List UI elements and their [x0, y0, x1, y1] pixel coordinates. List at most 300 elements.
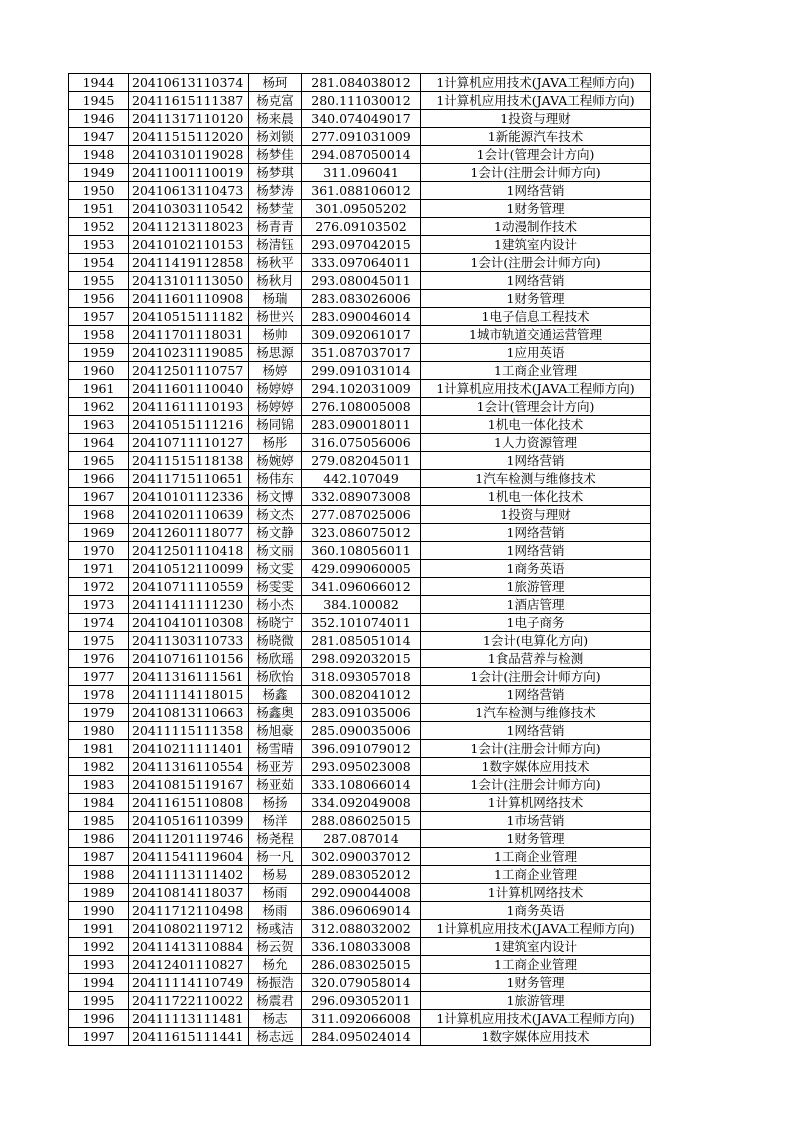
table-row [69, 1028, 651, 1046]
row-number-cell: 1995 [69, 992, 129, 1010]
score-cell: 293.095023008 [302, 758, 421, 776]
score-cell: 361.088106012 [302, 182, 421, 200]
score-cell: 302.090037012 [302, 848, 421, 866]
student-id-cell: 20411114110749 [129, 974, 249, 992]
student-id-cell: 20410802119712 [129, 920, 249, 938]
student-name-cell: 杨文博 [249, 488, 302, 506]
table-row [69, 794, 651, 812]
major-cell: 1会计(注册会计师方向) [421, 740, 651, 758]
row-number-cell: 1962 [69, 398, 129, 416]
major-cell: 1计算机网络技术 [421, 794, 651, 812]
student-name-cell: 杨秋平 [249, 254, 302, 272]
score-cell: 283.090046014 [302, 308, 421, 326]
table-row [69, 668, 651, 686]
student-id-cell: 20410613110374 [129, 74, 249, 92]
row-number-cell: 1974 [69, 614, 129, 632]
row-number-cell: 1965 [69, 452, 129, 470]
row-number-cell: 1955 [69, 272, 129, 290]
score-cell: 323.086075012 [302, 524, 421, 542]
results-table [68, 73, 651, 1046]
table-row [69, 614, 651, 632]
row-number-cell: 1972 [69, 578, 129, 596]
major-cell: 1食品营养与检测 [421, 650, 651, 668]
table-body [69, 74, 651, 1046]
table-row [69, 704, 651, 722]
student-id-cell: 20410815119167 [129, 776, 249, 794]
major-cell: 1机电一体化技术 [421, 416, 651, 434]
student-id-cell: 20411413110884 [129, 938, 249, 956]
student-id-cell: 20410613110473 [129, 182, 249, 200]
student-name-cell: 杨婷婷 [249, 398, 302, 416]
row-number-cell: 1976 [69, 650, 129, 668]
row-number-cell: 1959 [69, 344, 129, 362]
score-cell: 316.075056006 [302, 434, 421, 452]
row-number-cell: 1997 [69, 1028, 129, 1046]
student-id-cell: 20410515111182 [129, 308, 249, 326]
student-id-cell: 20411001110019 [129, 164, 249, 182]
score-cell: 340.074049017 [302, 110, 421, 128]
student-name-cell: 杨云贺 [249, 938, 302, 956]
table-row [69, 776, 651, 794]
row-number-cell: 1949 [69, 164, 129, 182]
score-cell: 299.091031014 [302, 362, 421, 380]
student-name-cell: 杨文杰 [249, 506, 302, 524]
student-name-cell: 杨鑫奥 [249, 704, 302, 722]
table-row [69, 758, 651, 776]
table-row [69, 128, 651, 146]
major-cell: 1机电一体化技术 [421, 488, 651, 506]
student-id-cell: 20411316111561 [129, 668, 249, 686]
row-number-cell: 1963 [69, 416, 129, 434]
major-cell: 1网络营销 [421, 686, 651, 704]
major-cell: 1会计(注册会计师方向) [421, 776, 651, 794]
row-number-cell: 1960 [69, 362, 129, 380]
table-row [69, 992, 651, 1010]
score-cell: 277.091031009 [302, 128, 421, 146]
table-row [69, 254, 651, 272]
score-cell: 283.090018011 [302, 416, 421, 434]
table-row [69, 434, 651, 452]
major-cell: 1财务管理 [421, 290, 651, 308]
row-number-cell: 1986 [69, 830, 129, 848]
student-id-cell: 20410303110542 [129, 200, 249, 218]
student-name-cell: 杨秋月 [249, 272, 302, 290]
student-id-cell: 20411715110651 [129, 470, 249, 488]
table-row [69, 74, 651, 92]
student-id-cell: 20410711110559 [129, 578, 249, 596]
major-cell: 1数字媒体应用技术 [421, 1028, 651, 1046]
student-id-cell: 20411515112020 [129, 128, 249, 146]
row-number-cell: 1967 [69, 488, 129, 506]
score-cell: 283.083026006 [302, 290, 421, 308]
score-cell: 293.097042015 [302, 236, 421, 254]
student-name-cell: 杨文雯 [249, 560, 302, 578]
table-row [69, 326, 651, 344]
score-cell: 396.091079012 [302, 740, 421, 758]
row-number-cell: 1973 [69, 596, 129, 614]
major-cell: 1网络营销 [421, 272, 651, 290]
row-number-cell: 1994 [69, 974, 129, 992]
row-number-cell: 1979 [69, 704, 129, 722]
student-id-cell: 20411201119746 [129, 830, 249, 848]
row-number-cell: 1952 [69, 218, 129, 236]
student-name-cell: 杨亚芳 [249, 758, 302, 776]
student-id-cell: 20410211111401 [129, 740, 249, 758]
score-cell: 360.108056011 [302, 542, 421, 560]
score-cell: 311.096041 [302, 164, 421, 182]
table-row [69, 974, 651, 992]
score-cell: 293.080045011 [302, 272, 421, 290]
student-id-cell: 20410711110127 [129, 434, 249, 452]
major-cell: 1汽车检测与维修技术 [421, 470, 651, 488]
student-id-cell: 20410102110153 [129, 236, 249, 254]
table-row [69, 308, 651, 326]
student-id-cell: 20411317110120 [129, 110, 249, 128]
student-id-cell: 20412401110827 [129, 956, 249, 974]
row-number-cell: 1957 [69, 308, 129, 326]
major-cell: 1会计(注册会计师方向) [421, 164, 651, 182]
score-cell: 284.095024014 [302, 1028, 421, 1046]
row-number-cell: 1946 [69, 110, 129, 128]
student-id-cell: 20411213118023 [129, 218, 249, 236]
table-row [69, 164, 651, 182]
student-id-cell: 20411701118031 [129, 326, 249, 344]
student-name-cell: 杨婷 [249, 362, 302, 380]
student-id-cell: 20410716110156 [129, 650, 249, 668]
student-name-cell: 杨晓微 [249, 632, 302, 650]
score-cell: 334.092049008 [302, 794, 421, 812]
major-cell: 1旅游管理 [421, 578, 651, 596]
score-cell: 318.093057018 [302, 668, 421, 686]
row-number-cell: 1992 [69, 938, 129, 956]
major-cell: 1应用英语 [421, 344, 651, 362]
student-id-cell: 20410310119028 [129, 146, 249, 164]
student-name-cell: 杨文静 [249, 524, 302, 542]
row-number-cell: 1968 [69, 506, 129, 524]
student-name-cell: 杨尧程 [249, 830, 302, 848]
major-cell: 1动漫制作技术 [421, 218, 651, 236]
score-cell: 292.090044008 [302, 884, 421, 902]
major-cell: 1商务英语 [421, 560, 651, 578]
student-name-cell: 杨彧洁 [249, 920, 302, 938]
table-row [69, 146, 651, 164]
row-number-cell: 1950 [69, 182, 129, 200]
table-row [69, 830, 651, 848]
major-cell: 1投资与理财 [421, 110, 651, 128]
student-id-cell: 20411611110193 [129, 398, 249, 416]
student-id-cell: 20411419112858 [129, 254, 249, 272]
row-number-cell: 1981 [69, 740, 129, 758]
student-name-cell: 杨世兴 [249, 308, 302, 326]
score-cell: 289.083052012 [302, 866, 421, 884]
student-name-cell: 杨志 [249, 1010, 302, 1028]
major-cell: 1计算机网络技术 [421, 884, 651, 902]
row-number-cell: 1983 [69, 776, 129, 794]
table-row [69, 650, 651, 668]
major-cell: 1数字媒体应用技术 [421, 758, 651, 776]
table-row [69, 488, 651, 506]
table-row [69, 452, 651, 470]
row-number-cell: 1989 [69, 884, 129, 902]
table-row [69, 92, 651, 110]
table-row [69, 182, 651, 200]
table-row [69, 740, 651, 758]
row-number-cell: 1945 [69, 92, 129, 110]
student-name-cell: 杨珂 [249, 74, 302, 92]
table-row [69, 560, 651, 578]
score-cell: 288.086025015 [302, 812, 421, 830]
score-cell: 280.111030012 [302, 92, 421, 110]
major-cell: 1酒店管理 [421, 596, 651, 614]
student-id-cell: 20411615110808 [129, 794, 249, 812]
student-name-cell: 杨小杰 [249, 596, 302, 614]
student-id-cell: 20410814118037 [129, 884, 249, 902]
score-cell: 333.108066014 [302, 776, 421, 794]
student-id-cell: 20412501110418 [129, 542, 249, 560]
student-id-cell: 20412501110757 [129, 362, 249, 380]
student-name-cell: 杨清钰 [249, 236, 302, 254]
student-id-cell: 20411115111358 [129, 722, 249, 740]
student-id-cell: 20411515118138 [129, 452, 249, 470]
score-cell: 281.084038012 [302, 74, 421, 92]
row-number-cell: 1956 [69, 290, 129, 308]
major-cell: 1会计(注册会计师方向) [421, 254, 651, 272]
major-cell: 1计算机应用技术(JAVA工程师方向) [421, 380, 651, 398]
score-cell: 351.087037017 [302, 344, 421, 362]
score-cell: 311.092066008 [302, 1010, 421, 1028]
table-row [69, 416, 651, 434]
student-name-cell: 杨来晨 [249, 110, 302, 128]
student-name-cell: 杨易 [249, 866, 302, 884]
major-cell: 1新能源汽车技术 [421, 128, 651, 146]
major-cell: 1工商企业管理 [421, 362, 651, 380]
row-number-cell: 1988 [69, 866, 129, 884]
major-cell: 1财务管理 [421, 830, 651, 848]
student-name-cell: 杨雨 [249, 884, 302, 902]
score-cell: 300.082041012 [302, 686, 421, 704]
major-cell: 1会计(注册会计师方向) [421, 668, 651, 686]
major-cell: 1计算机应用技术(JAVA工程师方向) [421, 92, 651, 110]
student-name-cell: 杨雨 [249, 902, 302, 920]
student-name-cell: 杨洋 [249, 812, 302, 830]
major-cell: 1商务英语 [421, 902, 651, 920]
major-cell: 1财务管理 [421, 974, 651, 992]
score-cell: 352.101074011 [302, 614, 421, 632]
student-name-cell: 杨同锦 [249, 416, 302, 434]
table-row [69, 938, 651, 956]
row-number-cell: 1982 [69, 758, 129, 776]
row-number-cell: 1984 [69, 794, 129, 812]
row-number-cell: 1975 [69, 632, 129, 650]
score-cell: 341.096066012 [302, 578, 421, 596]
major-cell: 1投资与理财 [421, 506, 651, 524]
student-id-cell: 20411114118015 [129, 686, 249, 704]
score-cell: 312.088032002 [302, 920, 421, 938]
student-name-cell: 杨旭豪 [249, 722, 302, 740]
table-row [69, 290, 651, 308]
student-name-cell: 杨梦琪 [249, 164, 302, 182]
table-row [69, 884, 651, 902]
student-id-cell: 20411615111387 [129, 92, 249, 110]
student-name-cell: 杨梦莹 [249, 200, 302, 218]
student-name-cell: 杨振浩 [249, 974, 302, 992]
score-cell: 287.087014 [302, 830, 421, 848]
score-cell: 277.087025006 [302, 506, 421, 524]
row-number-cell: 1996 [69, 1010, 129, 1028]
student-id-cell: 20412601118077 [129, 524, 249, 542]
score-cell: 429.099060005 [302, 560, 421, 578]
student-name-cell: 杨克富 [249, 92, 302, 110]
table-row [69, 920, 651, 938]
major-cell: 1电子商务 [421, 614, 651, 632]
row-number-cell: 1970 [69, 542, 129, 560]
student-id-cell: 20413101113050 [129, 272, 249, 290]
row-number-cell: 1961 [69, 380, 129, 398]
table-row [69, 956, 651, 974]
major-cell: 1工商企业管理 [421, 956, 651, 974]
student-id-cell: 20411411111230 [129, 596, 249, 614]
table-row [69, 848, 651, 866]
score-cell: 332.089073008 [302, 488, 421, 506]
row-number-cell: 1985 [69, 812, 129, 830]
table-row [69, 218, 651, 236]
major-cell: 1网络营销 [421, 182, 651, 200]
student-id-cell: 20411601110040 [129, 380, 249, 398]
student-id-cell: 20411615111441 [129, 1028, 249, 1046]
score-cell: 276.09103502 [302, 218, 421, 236]
score-cell: 298.092032015 [302, 650, 421, 668]
table-row [69, 578, 651, 596]
score-cell: 301.09505202 [302, 200, 421, 218]
student-name-cell: 杨青青 [249, 218, 302, 236]
student-id-cell: 20410410110308 [129, 614, 249, 632]
student-id-cell: 20410813110663 [129, 704, 249, 722]
student-id-cell: 20410101112336 [129, 488, 249, 506]
student-name-cell: 杨震君 [249, 992, 302, 1010]
major-cell: 1网络营销 [421, 542, 651, 560]
student-id-cell: 20410515111216 [129, 416, 249, 434]
major-cell: 1建筑室内设计 [421, 938, 651, 956]
student-id-cell: 20411722110022 [129, 992, 249, 1010]
table-row [69, 1010, 651, 1028]
row-number-cell: 1966 [69, 470, 129, 488]
score-cell: 276.108005008 [302, 398, 421, 416]
student-name-cell: 杨亚茹 [249, 776, 302, 794]
score-cell: 279.082045011 [302, 452, 421, 470]
major-cell: 1工商企业管理 [421, 848, 651, 866]
row-number-cell: 1977 [69, 668, 129, 686]
table-row [69, 722, 651, 740]
row-number-cell: 1944 [69, 74, 129, 92]
table-row [69, 272, 651, 290]
major-cell: 1城市轨道交通运营管理 [421, 326, 651, 344]
student-id-cell: 20411601110908 [129, 290, 249, 308]
row-number-cell: 1993 [69, 956, 129, 974]
student-id-cell: 20411541119604 [129, 848, 249, 866]
table-row [69, 200, 651, 218]
major-cell: 1网络营销 [421, 452, 651, 470]
table-row [69, 470, 651, 488]
row-number-cell: 1987 [69, 848, 129, 866]
table-row [69, 812, 651, 830]
row-number-cell: 1948 [69, 146, 129, 164]
table-row [69, 866, 651, 884]
student-id-cell: 20411303110733 [129, 632, 249, 650]
row-number-cell: 1990 [69, 902, 129, 920]
student-name-cell: 杨刘锁 [249, 128, 302, 146]
student-id-cell: 20411316110554 [129, 758, 249, 776]
table-row [69, 596, 651, 614]
table-row [69, 398, 651, 416]
major-cell: 1建筑室内设计 [421, 236, 651, 254]
score-cell: 320.079058014 [302, 974, 421, 992]
major-cell: 1网络营销 [421, 722, 651, 740]
score-cell: 294.102031009 [302, 380, 421, 398]
table-row [69, 380, 651, 398]
table-row [69, 362, 651, 380]
major-cell: 1工商企业管理 [421, 866, 651, 884]
row-number-cell: 1958 [69, 326, 129, 344]
score-cell: 384.100082 [302, 596, 421, 614]
major-cell: 1计算机应用技术(JAVA工程师方向) [421, 74, 651, 92]
major-cell: 1电子信息工程技术 [421, 308, 651, 326]
table-row [69, 902, 651, 920]
student-id-cell: 20411712110498 [129, 902, 249, 920]
student-name-cell: 杨伟东 [249, 470, 302, 488]
row-number-cell: 1954 [69, 254, 129, 272]
table-row [69, 632, 651, 650]
major-cell: 1汽车检测与维修技术 [421, 704, 651, 722]
major-cell: 1计算机应用技术(JAVA工程师方向) [421, 920, 651, 938]
student-name-cell: 杨帅 [249, 326, 302, 344]
student-id-cell: 20411113111402 [129, 866, 249, 884]
student-name-cell: 杨婷婷 [249, 380, 302, 398]
table-row [69, 236, 651, 254]
major-cell: 1会计(电算化方向) [421, 632, 651, 650]
student-id-cell: 20410516110399 [129, 812, 249, 830]
major-cell: 1人力资源管理 [421, 434, 651, 452]
student-name-cell: 杨梦佳 [249, 146, 302, 164]
row-number-cell: 1978 [69, 686, 129, 704]
row-number-cell: 1991 [69, 920, 129, 938]
score-cell: 286.083025015 [302, 956, 421, 974]
table-row [69, 686, 651, 704]
student-name-cell: 杨思源 [249, 344, 302, 362]
student-name-cell: 杨梦涛 [249, 182, 302, 200]
major-cell: 1计算机应用技术(JAVA工程师方向) [421, 1010, 651, 1028]
student-id-cell: 20410201110639 [129, 506, 249, 524]
score-cell: 442.107049 [302, 470, 421, 488]
student-name-cell: 杨志远 [249, 1028, 302, 1046]
row-number-cell: 1953 [69, 236, 129, 254]
major-cell: 1财务管理 [421, 200, 651, 218]
student-name-cell: 杨欣怡 [249, 668, 302, 686]
row-number-cell: 1951 [69, 200, 129, 218]
student-id-cell: 20411113111481 [129, 1010, 249, 1028]
row-number-cell: 1964 [69, 434, 129, 452]
table-row [69, 344, 651, 362]
major-cell: 1网络营销 [421, 524, 651, 542]
student-name-cell: 杨雯雯 [249, 578, 302, 596]
row-number-cell: 1947 [69, 128, 129, 146]
student-id-cell: 20410512110099 [129, 560, 249, 578]
score-cell: 294.087050014 [302, 146, 421, 164]
student-name-cell: 杨彤 [249, 434, 302, 452]
table-row [69, 110, 651, 128]
student-name-cell: 杨鑫 [249, 686, 302, 704]
score-cell: 386.096069014 [302, 902, 421, 920]
student-name-cell: 杨婉婷 [249, 452, 302, 470]
